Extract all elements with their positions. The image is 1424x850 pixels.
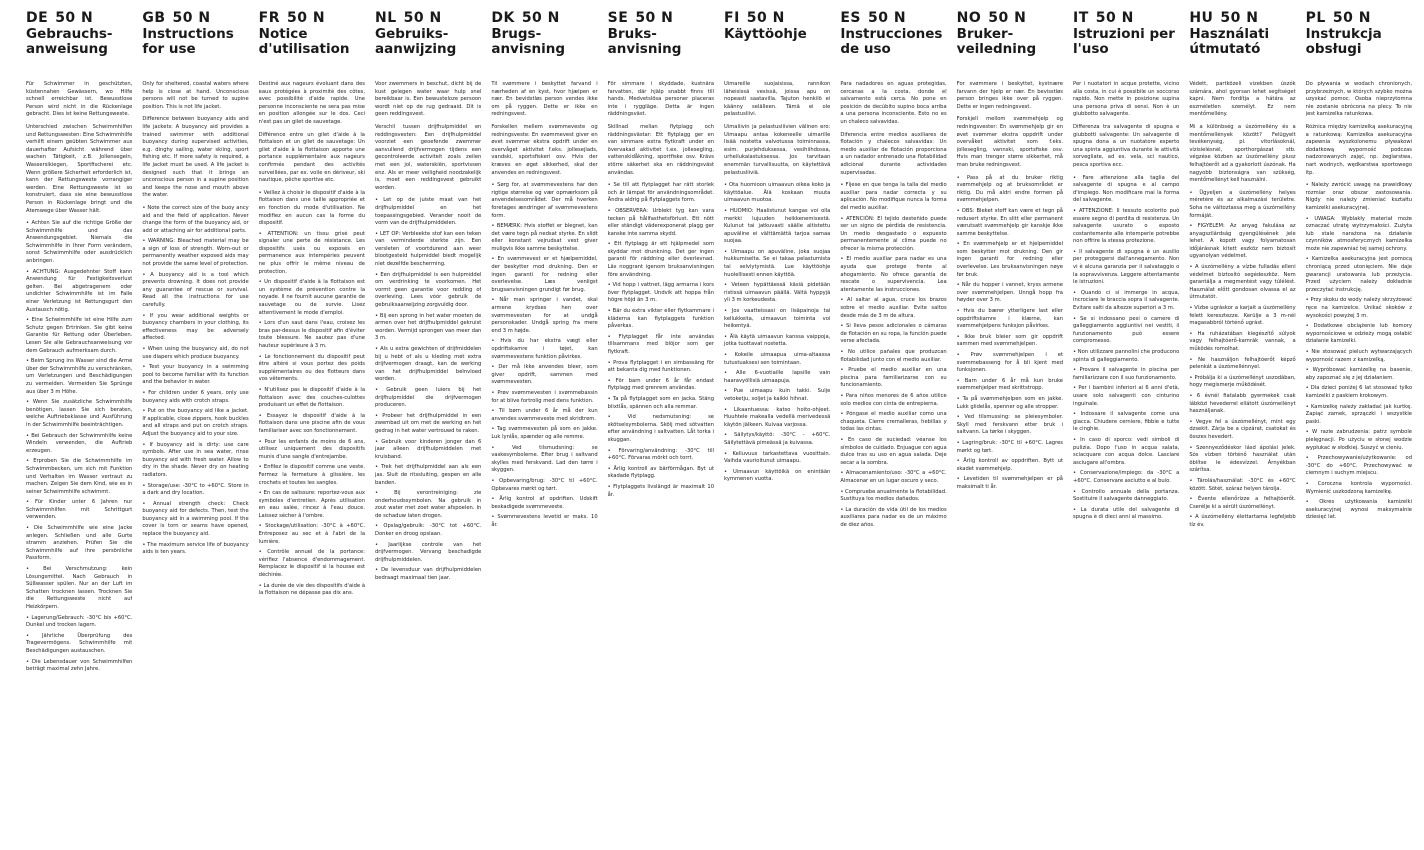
- instruction-bullet: • Essayez le dispositif d'aide à la flottaison dans une piscine afin de vous familiariser avec son fonctionnement.: [258, 412, 365, 434]
- body-paragraph: Für Schwimmer in geschützten, küstennahen Gewässern, wo Hilfe schnell erreichbar ist. Bewusstlose Person wird nicht in die Rückenlage gebracht. Dies ist keine Rettungsweste.: [26, 81, 133, 118]
- section-header: [1306, 10, 1412, 26]
- section-body: [957, 81, 1063, 495]
- instruction-bullet: • Kamizelkę należy zakładać jak kurtkę. Zapiąć zamek, sprzączki i wszystkie paski.: [1305, 403, 1412, 425]
- section-title: Instructions for use: [142, 26, 234, 57]
- instruction-bullet: • LET OP: Verbleekte stof kan een teken van verminderde sterkte zijn. Een versleten of voortdurend aan weer blootgesteld hulpmiddel biedt mogelijk niet dezelfde bescherming.: [375, 230, 482, 268]
- instruction-bullet: • Fíjese en que tenga la talla del medio auxiliar para nadar correcta y su aplicación. No modifique nunca la forma del medio auxiliar.: [840, 182, 947, 211]
- instruction-bullet: • Bei Gebrauch der Schwimmhilfe keine Windeln verwenden, die Auftrieb erzeugen.: [26, 432, 133, 454]
- language-code: ES: [840, 10, 861, 26]
- body-paragraph: Til svømmere i beskyttet farvand i nærheden af en kyst, hvor hjælpen er nær. En bevidstløs person vendes ikke om på ryggen. Dette er ikke en redningsvest.: [491, 81, 598, 118]
- instruction-bullet: • Szennyeződéskor lásd ápolási jelek. Sós vízben történő használat után öblítse le édesvízzel. Árnyékban szárítsa.: [1189, 444, 1296, 474]
- body-paragraph: Mi a különbség a úszómellény és a mentőmellények között? Felügyelt tevékenység, pl. vitorlásoknál, vízisíelésnél, sporthorgászat stb. végzése közben az úszómellény plusz felhajtóerőt ad a gyakorlott úszónak. Ha nagyobb biztonságra van szükség, mentőmellényt kell használni.: [1189, 123, 1296, 184]
- instruction-bullet: • Lors d'un saut dans l'eau, croisez les bras par-dessus le dispositif afin d'éviter toute blessure. Ne sautez pas d'une hauteur supérieure à 3 m.: [258, 320, 365, 349]
- instruction-bullet: • Förvaring/användning: -30°C till +60°C. Förvaras mörkt och torrt.: [607, 447, 714, 462]
- body-paragraph: Różnica między kamizelką asekuracyjną a ratunkową: Kamizelka asekuracyjna zapewnia wyszkolonemu pływakowi dodatkową wyporność podczas nadzorowanych zajęć, np. żeglarstwa, nart wodnych, wędkarstwa sportowego itp.: [1305, 123, 1412, 176]
- instruction-bullet: • A úszómellény a vízbe fulladás elleni védelmet biztosító segédeszköz. Nem garantálja a megmentést vagy túlélést. Használat előtt gondosan olvassa el az útmutatót.: [1189, 264, 1296, 301]
- buoyancy-rating: 50 N: [746, 10, 785, 26]
- instruction-bullet: • Ta på flytplagget som en jacka. Stäng blixtlås, spännen och alla remmar.: [607, 395, 714, 410]
- instruction-bullet: • Achten Sie auf die richtige Größe der Schwimmhilfe und das Anwendungsgebiet. Niemals die Schwimmhilfe in Ihrer Form verändern, sonst Schwimmhilfe oder ausdrücklich anbringen.: [26, 220, 133, 265]
- instruction-bullet: • Vízbe ugráskor a karjait a úszómellény felett keresztezze. Kerülje a 3 m-nél magasabbról történő ugrást.: [1189, 305, 1296, 327]
- section-header: [375, 10, 481, 26]
- section-title: Használati útmutató: [1189, 26, 1270, 57]
- instruction-bullet: • Enfilez le dispositif comme une veste. Fermez la fermeture à glissière, les crochets et toutes les sangles.: [258, 464, 365, 486]
- instruction-bullet: • Vegye fel a úszómellényt, mint egy dzsekit. Zárja be a cipzárat, csatokat és összes hevedert.: [1189, 418, 1296, 440]
- instruction-bullet: • Se si indossano pesi o camere di galleggiamento aggiuntivi nei vestiti, il funzionamento può essere compromesso.: [1073, 315, 1180, 345]
- buoyancy-rating: 50 N: [172, 10, 211, 26]
- body-paragraph: Do pływania w wodach chronionych, przybrzeżnych, w których szybko można uzyskać pomoc. Osoba nieprzytomna nie zostanie obrócona na plecy. To nie jest kamizelka ratunkowa.: [1305, 81, 1412, 118]
- instruction-bullet: • Når du hopper i vannet, kryss armene over svømmehjelpen. Unngå hopp fra høyder over 3 m.: [956, 282, 1063, 304]
- buoyancy-rating: 50 N: [1332, 10, 1371, 26]
- section-body: [491, 81, 597, 532]
- instruction-bullet: • Die Lebensdauer von Schwimmhilfen beträgt maximal zehn Jahre.: [26, 658, 133, 673]
- instruction-bullet: • Évente ellenőrizze a felhajtóerőt. Cserélje ki a sérült úszómellényt.: [1189, 496, 1296, 510]
- instruction-bullet: • Prøv svømmevesten i svømmebassin for at blive fortrolig med dens funktion.: [491, 389, 598, 404]
- instruction-bullet: • Hvis du har ekstra vægt eller opdriftskamre i tøjet, kan svømmevestens funktion påvirkes.: [491, 338, 598, 360]
- instruction-bullet: • The maximum service life of buoyancy aids is ten years.: [142, 541, 249, 556]
- section-body: [26, 81, 132, 677]
- instruction-bullet: • Należy zwrócić uwagę na prawidłowy rozmiar oraz obszar zastosowania. Nigdy nie należy zmieniać kształtu kamizelki asekuracyjnej.: [1305, 182, 1412, 211]
- language-code: NO: [956, 10, 982, 26]
- instruction-bullet: • Ved tilsmudsning: se vaskesymbolerne. Efter brug i saltvand skylles med ferskvand. Lad den tørre i skyggen.: [491, 444, 598, 474]
- instruction-bullet: • Jaarlijkse controle van het drijfvermogen. Vervang beschadigde drijfhulpmiddelen.: [375, 541, 482, 563]
- section-title: Istruzioni per l'uso: [1073, 26, 1175, 57]
- section-title: Gebrauchs-anweisung: [26, 26, 113, 57]
- section-body: [1073, 81, 1179, 525]
- section-header: [26, 10, 132, 26]
- instruction-bullet: • Hvis du bærer ytterligere last eller oppdriftskamre i klærne, kan svømmehjelpens funksjon påvirkes.: [956, 308, 1063, 330]
- instruction-bullet: • N'utilisez pas le dispositif d'aide à la flottaison avec des couches-culottes produisant un effet de flottaison.: [258, 386, 365, 409]
- instruction-bullet: • Veillez à choisir le dispositif d'aide à la flottaison dans une taille appropriée et en fonction du mode d'utilisation. Ne modifiez en aucun cas la forme du dispositif.: [258, 189, 365, 227]
- instruction-bullet: • Die Schwimmhilfe wie eine Jacke anlegen. Schließen und alle Gurte stramm anziehen. Prüfen Sie die Schwimmhilfe auf ihre persönliche Passform.: [26, 525, 133, 562]
- instruction-bullet: • Bij een sprong in het water moeten de armen over het drijfhulpmiddel gekruist worden. Vermijd sprongen van meer dan 3 m.: [375, 312, 482, 342]
- instruction-bullet: • Tag svømmevesten på som en jakke. Luk lynlås, spænder og alle remme.: [491, 426, 598, 440]
- instruction-bullet: • Prova flytplagget i en simbassäng för att bekanta dig med funktionen.: [607, 359, 714, 374]
- instruction-bullet: • Per i bambini inferiori ai 6 anni d'età, usare solo salvagenti con cinturino inguinale.: [1073, 385, 1180, 407]
- instruction-bullet: • Test your buoyancy in a swimming pool to become familiar with its function and the behavior in water.: [142, 364, 249, 386]
- instruction-bullet: • Almacenamiento/uso: -30°C a +60°C. Almacenar en un lugar oscuro y seco.: [840, 470, 947, 484]
- instruction-bullet: • Indossare il salvagente come una giacca. Chiudere cerniere, fibbie e tutte le cinghie.: [1073, 411, 1180, 433]
- section-title: Instrukcja obsługi: [1305, 26, 1382, 57]
- buoyancy-rating: 50 N: [867, 10, 907, 26]
- instruction-bullet: • Coroczna kontrola wyporności. Wymienić uszkodzoną kamizelkę.: [1305, 480, 1412, 495]
- instruction-bullet: • Kokeile uimaapua uima-altaassa tutustuaksesi sen toimintaan.: [724, 352, 831, 366]
- instruction-bullet: • Ved tilsmussing: se pleiesymboler. Skyll med ferskvann etter bruk i saltvann. La tørke i skyggen.: [956, 414, 1063, 436]
- language-section-it: [1073, 10, 1179, 844]
- instruction-bullet: • ACHTUNG: Ausgedehnter Stoff kann Anwendung für Festigkeitsverlust gelten. Bei abgetragenem oder undichter Schwimmhilfe ist im Falle einer Verletzung ist Rettungsgurt den Austausch nötig.: [26, 268, 133, 313]
- section-title: Brugs-anvisning: [491, 26, 566, 57]
- instruction-bullet: • Ta på svømmehjelpen som en jakke. Lukk glidelås, spenner og alle stropper.: [956, 395, 1063, 410]
- buoyancy-rating: 50 N: [55, 10, 94, 26]
- buoyancy-rating: 50 N: [1220, 10, 1259, 26]
- instruction-bullet: • La durée de vie des dispositifs d'aide à la flottaison ne dépasse pas dix ans.: [258, 582, 365, 597]
- instruction-bullet: • Svømmevestens levetid er maks. 10 år.: [491, 514, 598, 528]
- instruction-bullet: • Compruebe anualmente la flotabilidad. Sustituya los medios dañados.: [840, 488, 947, 503]
- instruction-bullet: • Pour les enfants de moins de 6 ans, utilisez uniquement des dispositifs munis d'une sangle d'entrejambe.: [258, 438, 365, 460]
- instruction-bullet: • Als u extra gewichten of drijfmiddelen bij u hebt of als u kleding met extra drijfvermogen draagt, kan de werking van het drijfhulpmiddel beïnvloed worden.: [375, 346, 482, 383]
- instruction-bullet: • Put on the buoyancy aid like a jacket. If applicable, close zippers, hook buckles and all straps and put on crotch straps. Adjust the buoyancy aid to your size.: [142, 408, 249, 437]
- instruction-bullet: • W razie zabrudzenia: patrz symbole pielęgnacji. Po użyciu w słonej wodzie wypłukać w słodkiej. Suszyć w cieniu.: [1305, 429, 1412, 451]
- instruction-bullet: • Si lleva pesos adicionales o cámaras de flotación en su ropa, la función puede verse afectada.: [840, 323, 947, 345]
- instruction-bullet: • Beim Sprung ins Wasser sind die Arme über der Schwimmhilfe zu verschränken, um Verletzungen und Beschädigungen zu vermeiden. Vermeiden Sie Sprünge aus über 3 m Höhe.: [26, 358, 133, 395]
- instruction-bullet: • Ett flytplagg är ett hjälpmedel som skyddar mot drunkning. Det ger ingen garanti för räddning eller överlevnad. Läs noggrant igenom bruksanvisningen före användning.: [607, 241, 714, 278]
- body-paragraph: Para nadadores en aguas protegidas, cercanas a la costa, donde el salvamento está cerca. No pone en posición de decúbito supino boca arriba a una persona inconsciente. Esto no es un chaleco salvavidas.: [840, 81, 947, 125]
- instruction-bullet: • OBS: Bleket stoff kan være et tegn på redusert styrke. En slitt eller permanent værutsatt svømmehjelp gir kanskje ikke samme beskyttelse.: [956, 207, 1063, 237]
- body-paragraph: Différence entre un gilet d'aide à la flottaison et un gilet de sauvetage: Un gilet d'aide à la flottaison apporte une portance supplémentaire aux nageurs confirmés pendant des activités surveillées, par ex. voile en dériveur, ski nautique, pêche sportive etc.: [258, 131, 365, 184]
- body-paragraph: Per i nuotatori in acque protette, vicino alla costa, in cui è possibile un soccorso rapido. Non mette in posizione supina una persona priva di sensi. Non è un giubbotto salvagente.: [1073, 81, 1180, 118]
- instruction-bullet: • A úszómellény élettartama legfeljebb tíz év.: [1189, 514, 1296, 528]
- instruction-bullet: • FIGYELEM: Az anyag fakulása az anyagszilárdság gyengülésének jele lehet. A kopott vagy folyamatosan időjárásnak kitett eszköz nem biztosít ugyanolyan védelmet.: [1189, 223, 1296, 260]
- buoyancy-rating: 50 N: [521, 10, 560, 26]
- body-paragraph: Uimareille suojaisissa, rannikon läheisissä vesissä, joissa apu on nopeasti saatavilla. Tajuton henkilö ei käänny selälleen. Tämä ei ole pelastusliivi.: [724, 81, 831, 118]
- instruction-bullet: • Levetiden til svømmehjelpen er på maksimalt ti år.: [956, 476, 1063, 490]
- instruction-bullet: • Póngase el medio auxiliar como una chaqueta. Cierre cremalleras, hebillas y todas las cintas.: [840, 411, 947, 433]
- instruction-bullet: • Prøv svømmehjelpen i et svømmebasseng for å bli kjent med funksjonen.: [956, 352, 1063, 374]
- instruction-bullet: • If buoyancy aid is dirty: use care symbols. After use in sea water, rinse buoyancy aid with fresh water. Allow to dry in the shade. Never dry on heating radiators.: [142, 441, 249, 478]
- instruction-bullet: • Ne használjon felhajtóerőt képző pelenkát a úszómellénnyel.: [1189, 356, 1296, 371]
- instruction-bullet: • Når man springer i vandet, skal armene krydses hen over svømmevesten for at undgå personskader. Undgå spring fra mere end 3 m højde.: [491, 297, 598, 334]
- section-title: Instrucciones de uso: [840, 26, 943, 57]
- section-title: Notice d'utilisation: [258, 26, 350, 57]
- instruction-bullet: • Un dispositif d'aide à la flottaison est un système de prévention contre la noyade. Il ne fournit aucune garantie de sauvetage ou de survie. Lisez attentivement le mode d'emploi.: [258, 279, 365, 316]
- instruction-bullet: • Se till att flytplagget har rätt storlek och är lämpat för användningsområdet. Ändra aldrig på flytplaggets form.: [607, 182, 714, 204]
- instruction-bullet: • En cas de salissure: reportez-vous aux symboles d'entretien. Après utilisation en eau salée, rincez à l'eau douce. Laissez sécher à l'ombre.: [258, 490, 365, 519]
- instruction-bullet: • Przy skoku do wody należy skrzyżować ręce na kamizelce. Unikać skoków z wysokości powyżej 3 m.: [1305, 297, 1412, 319]
- instruction-bullet: • Til børn under 6 år må der kun anvendes svømmeveste med skridtrem.: [491, 408, 598, 422]
- language-code: DK: [491, 10, 515, 26]
- section-header: [1189, 10, 1295, 26]
- language-section-no: [957, 10, 1063, 844]
- body-paragraph: Forskellen mellem svømmeveste og redningsveste: En svømmevest giver en øvet svømmer ekstra opdrift under en overvåget aktivitet f.eks. jollesejlads, vandski, sportsfiskeri osv. Hvis der kræves en øget sikkerhed, skal der anvendes en redningsvest.: [491, 123, 598, 176]
- instruction-bullet: • WARNING: Bleached material may be a sign of loss of strength. Worn-out or permanently weather exposed aids may not provide the same level of protection.: [142, 238, 249, 268]
- instruction-bullet: • Le fonctionnement du dispositif peut être altéré si vous portez des poids supplémentaires ou des flotteurs dans vos vêtements.: [258, 353, 365, 383]
- section-title: Bruks-anvisning: [607, 26, 682, 57]
- body-paragraph: For svømmere i beskyttet, kystnære farvann der hjelp er nær. En bevisstløs person bringes ikke over på ryggen. Dette er ingen redningsvest.: [956, 81, 1063, 110]
- instruction-bullet: • Ikke bruk bleier som gir oppdrift sammen med svømmehjelpen.: [956, 333, 1063, 348]
- instruction-bullet: • Tárolás/használat: -30°C és +60°C között. Sötét, száraz helyen tárolja.: [1189, 477, 1296, 492]
- language-code: FI: [724, 10, 740, 26]
- instruction-bullet: • Älä käytä uimaavun kanssa vaippoja, jotka tuottavat nostetta.: [724, 333, 831, 348]
- section-title: Käyttöohje: [724, 26, 807, 42]
- instruction-bullet: • Controllo annuale della portanza. Sostituire il salvagente danneggiato.: [1073, 488, 1180, 503]
- instruction-bullet: • HUOMIO: Haalistunut kangas voi olla merkki lujuuden heikkenemisestä. Kulunut tai jatkuvasti säälle altistettu apuväline ei välttämättä tarjoa samaa suojaa.: [724, 207, 831, 245]
- instruction-bullet: • No utilice pañales que produzcan flotabilidad junto con el medio auxiliar.: [840, 349, 947, 363]
- instruction-bullet: • Okres użytkowania kamizelki asekuracyjnej wynosi maksymalnie dziesięć lat.: [1305, 499, 1412, 521]
- instruction-bullet: • Årlig kontrol af opdriften. Udskift beskadigede svømmeveste.: [491, 496, 598, 510]
- buoyancy-rating: 50 N: [287, 10, 326, 26]
- instruction-bullet: • Opslag/gebruik: -30°C tot +60°C. Donker en droog opslaan.: [375, 523, 482, 538]
- instruction-bullet: • Ha ruházatában kiegészítő súlyok vagy felhajtóerő-kamrák vannak, a működés romolhat.: [1189, 330, 1296, 352]
- body-paragraph: Védett, partközeli vizekben úszók számára, ahol gyorsan lehet segítséget kapni. Nem fordítja a hátára az eszméletlen személyt. Ez nem mentőmellény.: [1189, 81, 1296, 118]
- instruction-bullet: • Jährliche Überprüfung des Tragevermögens. Schwimmhilfe mit Beschädigungen austauschen.: [26, 632, 133, 654]
- language-section-hu: [1189, 10, 1295, 844]
- instruction-bullet: • Eine Schwimmhilfe ist eine Hilfe zum Schutz gegen Ertrinken. Sie gibt keine Garantie für Rettung oder Überleben. Lesen Sie alle Gebrauchsanweisung vor dem Gebrauch aufmerksam durch.: [26, 317, 133, 354]
- instruction-bullet: • ATTENZIONE: Il tessuto scolorito può essere segno di perdita di resistenza. Un salvagente usurato o esposto costantemente alle intemperie potrebbe non offrire la stessa protezione.: [1073, 207, 1180, 245]
- instruction-bullet: • OBSERVERA: Urblekt tyg kan vara tecken på hållfasthetsförlust. Ett nött eller ständigt väderexponerat plagg ger kanske inte samma skydd.: [607, 207, 714, 237]
- buoyancy-rating: 50 N: [403, 10, 442, 26]
- instruction-bullet: • Jos vaatteissasi on lisäpainoja tai kellukkeita, uimaavun toiminta voi heikentyä.: [724, 308, 831, 330]
- body-paragraph: Skillnad mellan flytplagg och räddningsvästar: Ett flytplagg ger en van simmare extra flytkraft under en övervakad aktivitet t.ex. jollesegling, vattenskidåkning, sportfiske osv. Krävs större säkerhet ska en räddningsväst användas.: [607, 123, 714, 176]
- instruction-bullet: • Quando ci si immerge in acqua, incrociare le braccia sopra il salvagente. Evitare salti da altezze superiori a 3 m.: [1073, 289, 1180, 312]
- language-section-fr: [259, 10, 365, 844]
- instruction-bullet: • La duración de vida útil de los medios auxiliares para nadar es de un máximo de diez años.: [840, 506, 947, 528]
- section-header: [840, 10, 946, 26]
- instruction-bullet: • Veteen hypättäessä käsiä pidetään ristissä uimaavun päällä. Vältä hyppyjä yli 3 m korkeudesta.: [724, 282, 831, 304]
- instruction-bullet: • Pass på at du bruker riktig svømmehjelp og at bruksområdet er riktig. Du må aldri endre formen på svømmehjelpen.: [956, 174, 1063, 204]
- section-body: [724, 81, 830, 487]
- language-section-fi: [724, 10, 830, 844]
- instruction-bullet: • El medio auxiliar para nadar es una ayuda que protege frente al ahogamiento. No ofrece garantía de rescate o supervivencia. Lea atentamente las instrucciones.: [840, 256, 947, 293]
- language-section-nl: [375, 10, 481, 844]
- section-title: Bruker-veiledning: [956, 26, 1037, 57]
- instruction-bullet: • Trek het drijfhulpmiddel aan als een jas. Sluit de ritssluiting, gespen en alle banden.: [375, 464, 482, 486]
- section-header: [957, 10, 1063, 26]
- body-paragraph: Only for sheltered, coastal waters where help is close at hand. Unconscious persons will not be turned to supine position. This is not life jacket.: [142, 81, 249, 110]
- body-paragraph: Diferencia entre medios auxiliares de flotación y chalecos salvavidas: Un medio auxiliar de flotación proporciona a un nadador entrenado una flotabilidad adicional durante actividades supervisadas.: [840, 131, 947, 176]
- section-header: [142, 10, 248, 26]
- instruction-bullet: • Storage/use: -30°C to +60°C. Store in a dark and dry location.: [142, 482, 249, 497]
- instruction-bullet: • Für Kinder unter 6 Jahren nur Schwimmhilfen mit Schrittgurt verwenden.: [26, 499, 133, 521]
- body-paragraph: Forskjell mellom svømmehjelp og redningsvester: En svømmehjelp gir en øvet svømmer ekstra oppdrift under overvåket aktivitet som f.eks. jollesegling, vannski, sportsfiske osv. Hvis man trenger større sikkerhet, må man bruke redningsvest.: [956, 116, 1063, 168]
- section-body: [1189, 81, 1295, 532]
- instruction-bullet: • Probeer het drijfhulpmiddel in een zwembad uit om met de werking en het gedrag in het water vertrouwd te raken.: [375, 412, 482, 434]
- instruction-bullet: • Bei Verschmutzung: kein Lösungsmittel. Nach Gebrauch in Süßwasser spülen. Nur an der Luft im Schatten trocknen lassen. Trocknen Sie die Rettungsweste nicht auf Heizkörpern.: [26, 566, 133, 610]
- instruction-bullet: • Likaantuessa: katso hoito-ohjeet. Huuhtele makealla vedellä merivedessä käytön jälkeen. Kuivaa varjossa.: [724, 406, 831, 428]
- instruction-bullet: • Contrôle annuel de la portance: vérifiez l'absence d'endommagement. Remplacez le dispositif si la housse est déchirée.: [258, 549, 365, 579]
- instruction-bullet: • Lagerung/Gebrauch: -30°C bis +60°C. Dunkel und trocken lagern.: [26, 614, 133, 629]
- language-code: PL: [1305, 10, 1326, 26]
- instruction-bullet: • Vid hopp i vattnet, lägg armarna i kors över flytplagget. Undvik att hoppa från högre höjd än 3 m.: [607, 282, 714, 304]
- section-header: [724, 10, 830, 26]
- body-paragraph: Voor zwemmers in beschut, dicht bij de kust gelegen water waar hulp snel bereikbaar is. Een bewusteloze persoon wordt niet op de rug gedraaid. Dit is geen reddingsvest.: [375, 81, 482, 118]
- body-paragraph: Uimaliivin ja pelastusliivien välinen ero: Uimaapu antaa kokeneelle uimarille lisää nostetta valvotussa toiminnassa, esim. purjehduksessa, vesihiihdossa, urheilukalastuksessa. Jos tarvitaan enemmän turvallisuutta, on käytettävä pelastusliiviä.: [724, 123, 831, 176]
- body-paragraph: Unterschied zwischen Schwimmhilfen und Rettungswesten: Eine Schwimmhilfe verhilft einem geübten Schwimmer aus dauerhafter Aufsicht während über wachen Tätigkeit, z.B. Jollensegeln, Wassersikiegen, Sportfischerei etc. Wenn größere Sicherheit erforderlich ist, kann der Rettungsweste vorrangiger werden. Eine Rettungsweste ist so konstruiert, dass sie eine bewusstlose Person in Rückenlage bringt und die Atemwege über Wasser hält.: [26, 123, 133, 214]
- body-paragraph: För simmare i skyddade, kustnära farvatten, där hjälp snabbt finns till hands. Medvetslösa personer placeras inte i ryggläge. Detta är ingen räddningsväst.: [607, 81, 714, 118]
- instruction-bullet: • En caso de suciedad: véanse los símbolos de cuidado. Enjuague con agua dulce tras su uso en agua salada. Deje secar a la sombra.: [840, 436, 947, 466]
- instruction-bullet: • Bij verontreiniging: zie onderhoudssymbolen. Na gebruik in zout water met zoet water afspoelen. In de schaduw laten drogen.: [375, 490, 482, 519]
- instruction-bullet: • Stockage/utilisation: -30°C à +60°C. Entreposez au sec et à l'abri de la lumière.: [258, 523, 365, 545]
- instruction-bullet: • Pruebe el medio auxiliar en una piscina para familiarizarse con su funcionamiento.: [840, 367, 947, 389]
- language-section-es: [840, 10, 946, 844]
- instruction-bullet: • A buoyancy aid is a tool which prevents drowning. It does not provide any guarantee of rescue or survival. Read all the instructions for use carefully.: [142, 271, 249, 309]
- instruction-bullet: • De levensduur van drijfhulpmiddelen bedraagt maximaal tien jaar.: [375, 567, 482, 582]
- body-paragraph: Differenza tra salvagente di spugna e giubbotti salvagente: Un salvagente di spugna dona a un nuotatore esperto una spinta aggiuntiva durante le attività sorvegliate, ad es. vela, sci nautico, pesca sportiva ecc.: [1073, 123, 1180, 168]
- instruction-bullet: • Barn under 6 år må kun bruke svømmehjelper med skrittstropp.: [956, 377, 1063, 392]
- language-code: FR: [258, 10, 280, 26]
- instruction-bullet: • Pue uimaapu kuin takki. Sulje vetoketju, soljet ja kaikki hihnat.: [724, 388, 831, 402]
- instruction-bullet: • Dodatkowe obciążenie lub komory wypornościowe w odzieży mogą osłabić działanie kamizelki.: [1305, 323, 1412, 345]
- language-section-pl: [1306, 10, 1412, 844]
- instruction-bullet: • UWAGA: Wyblakły materiał może oznaczać utratę wytrzymałości. Zużyta lub stale narażona na działanie czynników atmosferycznych kamizelka może nie zapewniać tej samej ochrony.: [1305, 215, 1412, 252]
- instruction-bullet: • 6 évnél fiatalabb gyermekek csak lábközi hevederrel ellátott úszómellényt használjanak.: [1189, 392, 1296, 415]
- language-section-dk: [491, 10, 597, 844]
- instruction-bullet: • Årlig kontroll av bärförmågan. Byt ut skadade flytplagg.: [607, 465, 714, 480]
- section-body: [1306, 81, 1412, 525]
- body-paragraph: Verschil tussen drijfhulpmiddel en reddingsvesten: Een drijfhulpmiddel voorziet een geoefende zwemmer aanvullend drijfvermogen tijdens een gecontroleerde activiteit zoals zeilen met een jol, waterskiën, sportvissen enz. Als er meer veiligheid noodzakelijk is, moet een reddingsvest gebruikt worden.: [375, 123, 482, 191]
- body-paragraph: Difference between buoyancy aids and life jackets: A buoyancy aid provides a trained swimmer with additional buoyancy during supervised activities, e.g. dinghy sailing, water skiing, sport fishing etc. If more safety is required, a life jacket must be used. A life jacket is designed such that it brings an unconscious person in a supine position and keeps the nose and mouth above the water.: [142, 116, 249, 199]
- instruction-bullet: • Lagring/bruk: -30°C til +60°C. Lagres mørkt og tørt.: [956, 439, 1063, 454]
- instruction-bullet: • Vid nedsmutsning: se skötselsymbolerna. Skölj med sötvatten efter användning i saltvatten. Låt torka i skuggan.: [607, 414, 714, 443]
- instruction-bullet: • Alle 6-vuotiaille lapsille vain haaravyöllisiä uimaapuja.: [724, 370, 831, 384]
- instruction-bullet: • In caso di sporco: vedi simboli di pulizia. Dopo l'uso in acqua salata, sciacquare con acqua dolce. Lasciare asciugare all'ombra.: [1073, 436, 1180, 466]
- language-code: IT: [1073, 10, 1089, 26]
- instruction-bullet: • Sørg for, at svømmevestens har den rigtige størrelse og vær opmærksom på anvendelsesområdet. Der må hverken foretages ændringer af svømmevestens form.: [491, 182, 598, 219]
- instruction-bullet: • If you wear additional weights or buoyancy chambers in your clothing, its effectiveness may be adversely affected.: [142, 312, 249, 342]
- instruction-bullet: • Próbálja ki a úszómellényt uszodában, hogy megismerje működését.: [1189, 374, 1296, 389]
- section-title: Gebruiks-aanwijzing: [375, 26, 457, 57]
- instruction-bullet: • Gebruik voor kinderen jonger dan 6 jaar alleen drijfhulpmiddelen met kruisband.: [375, 438, 482, 460]
- instruction-bullet: • Annual strength check: Check buoyancy aid for defects. Then, test the buoyancy aid in a swimming pool. If the cover is torn or seams have opened, replace the buoyancy aid.: [142, 500, 249, 538]
- instruction-bullet: • Ota huomioon uimaavun oikea koko ja käyttöalue. Älä koskaan muuta uimaavun muotoa.: [724, 182, 831, 204]
- instruction-bullet: • Conservazione/impiego: da -30°C a +60°C. Conservare asciutto e al buio.: [1073, 470, 1180, 484]
- instruction-bullet: • Il salvagente di spugna è un ausilio per proteggersi dall'annegamento. Non vi è alcuna garanzia per il salvataggio o la sopravvivenza. Leggere attentamente le istruzioni.: [1073, 248, 1180, 286]
- instruction-bullet: • En svømmevest er et hjælpemiddel, der beskytter mod drukning. Den er ingen garanti for redning eller overlevelse. Læs venligst brugsanvisningen grundigt før brug.: [491, 256, 598, 293]
- instruction-bullet: • La durata utile del salvagente di spugna è di dieci anni al massimo.: [1073, 506, 1180, 521]
- section-header: [1073, 10, 1179, 26]
- body-paragraph: Destiné aux nageurs évoluant dans des eaux protégées à proximité des côtes, avec possibilité d'aide rapide. Une personne inconsciente ne sera pas mise en position allongée sur le dos. Ceci n'est pas un gilet de sauvetage.: [258, 81, 365, 125]
- section-header: [491, 10, 597, 26]
- instruction-bullet: • When using the buoyancy aid, do not use diapers which produce buoyancy.: [142, 346, 249, 360]
- instruction-bullet: • Let op de juiste maat van het drijfhulpmiddel en het toepassingsgebied. Verander nooit de vorm van de drijfhulpmiddelen.: [375, 197, 482, 227]
- instruction-bullet: • Przechowywanie/użytkowanie: od -30°C do +60°C. Przechowywać w ciemnym i suchym miejscu.: [1305, 455, 1412, 477]
- language-section-de: [26, 10, 132, 844]
- instruction-bullet: • Uimaavun käyttöikä on enintään kymmenen vuotta.: [724, 468, 831, 483]
- language-code: HU: [1189, 10, 1214, 26]
- section-body: [259, 81, 365, 601]
- instruction-bullet: • För barn under 6 år får endast flytplagg med grenrem användas.: [607, 377, 714, 392]
- instruction-bullet: • Der må ikke anvendes bleer, som giver opdrift, sammen med svømmevesten.: [491, 364, 598, 386]
- instruction-bullet: • For children under 6 years, only use buoyancy aids with crotch straps.: [142, 389, 249, 404]
- instruction-bullet: • Flytplaggets livslängd är maximalt 10 år.: [607, 483, 714, 498]
- language-columns: [26, 10, 1412, 844]
- section-header: [259, 10, 365, 26]
- section-body: [142, 81, 248, 560]
- instruction-bullet: • Wenn Sie zusätzliche Schwimmhilfe benötigen, lassen Sie sich beraten, welche Auftriebsklasse und Ausführung in der Schwimmhilfe beeinträchtigen.: [26, 399, 133, 428]
- instruction-bullet: • Note the correct size of the buoy ancy aid and the field of application. Never change the form of the buoyancy aid, or add or attaching air for additional parts.: [142, 204, 249, 234]
- instruction-bullet: • Kelluvuus tarkastettava vuosittain. Vaihda vaurioitunut uimaapu.: [724, 450, 831, 465]
- instruction-bullet: • Provare il salvagente in piscina per familiarizzare con il suo funzionamento.: [1073, 367, 1180, 381]
- instruction-bullet: • Fare attenzione alla taglia del salvagente di spugna e al campo d'impiego. Non modificare mai la forma del salvagente.: [1073, 174, 1180, 204]
- section-body: [608, 81, 714, 502]
- instruction-bullet: • Een drijfhulpmiddel is een hulpmiddel om verdrinking te voorkomen. Het vormt geen garantie voor redding of overleving. Lees vóór gebruik de gebruiksaanwijzing zorgvuldig door.: [375, 271, 482, 309]
- instruction-bullet: • Non utilizzare pannolini che producono spinta di galleggiamento.: [1073, 349, 1180, 363]
- instruction-bullet: • Opbevaring/brug: -30°C til +60°C. Opbevares mørkt og tørt.: [491, 477, 598, 492]
- section-body: [375, 81, 481, 586]
- instruction-bullet: • Para niños menores de 6 años utilice solo medios con cinta de entrepierna.: [840, 392, 947, 407]
- language-code: DE: [26, 10, 49, 26]
- instruction-bullet: • BEMÆRK: Hvis stoffet er blegnet, kan det være tegn på nedsat styrke. En slidt eller konstant vejrudsat vest giver muligvis ikke samme beskyttelse.: [491, 223, 598, 252]
- instruction-bullet: • En svømmehjelp er et hjelpemiddel som beskytter mot drukning. Den gir ingen garanti for redning eller overlevelse. Les bruksanvisningen nøye før bruk.: [956, 241, 1063, 278]
- instruction-bullet: • Al saltar al agua, cruce los brazos sobre el medio auxiliar. Evite saltos desde más de 3 m de altura.: [840, 297, 947, 319]
- language-section-gb: [142, 10, 248, 844]
- instruction-bullet: • Gebruik geen luiers bij het drijfhulpmiddel die drijfvermogen produceren.: [375, 386, 482, 409]
- language-section-se: [608, 10, 714, 844]
- instruction-bullet: • Wypróbować kamizelkę na basenie, aby zapoznać się z jej działaniem.: [1305, 367, 1412, 381]
- section-header: [608, 10, 714, 26]
- instruction-bullet: • Dla dzieci poniżej 6 lat stosować tylko kamizelki z paskiem krokowym.: [1305, 385, 1412, 399]
- instruction-bullet: • Erproben Sie die Schwimmhilfe im Schwimmbecken, um sich mit Funktion und Verhalten im Wasser vertraut zu machen. Zeigen Sie dem Kind, wie es in seiner Schwimmhilfe schwimmt.: [26, 458, 133, 495]
- instruction-bullet: • Bär du extra vikter eller flytkammare i kläderna kan flytplaggets funktion påverkas.: [607, 308, 714, 330]
- instruction-bullet: • Kamizelka asekuracyjna jest pomocą chroniącą przed utonięciem. Nie daje gwarancji uratowania lub przeżycia. Przed użyciem należy dokładnie przeczytać instrukcję.: [1305, 256, 1412, 293]
- instruction-bullet: • Årlig kontroll av oppdriften. Bytt ut skadet svømmehjelp.: [956, 458, 1063, 472]
- instruction-bullet: • Flytplagget får inte användas tillsammans med blöjor som ger flytkraft.: [607, 333, 714, 355]
- instruction-bullet: • Nie stosować pieluch wytwarzających wyporność razem z kamizelką.: [1305, 349, 1412, 363]
- buoyancy-rating: 50 N: [1095, 10, 1134, 26]
- instruction-bullet: • ATENCIÓN: El tejido desteñido puede ser un signo de pérdida de resistencia. Un medio desgastado o expuesto permanentemente al clima puede no ofrecer la misma protección.: [840, 215, 947, 252]
- instruction-bullet: • Ügyeljen a úszómellény helyes méretére és az alkalmazási területre. Soha ne változtassa meg a úszómellény formáját.: [1189, 189, 1296, 219]
- buoyancy-rating: 50 N: [635, 10, 674, 26]
- instruction-bullet: • Uimaapu on apuväline, joka suojaa hukkumiselta. Se ei takaa pelastumista tai selviytymistä. Lue käyttöohje huolellisesti ennen käyttöä.: [724, 248, 831, 278]
- instruction-bullet: • Säilytys/käyttö: -30°C - +60°C. Säilytettävä pimeässä ja kuivassa.: [724, 432, 831, 446]
- language-code: GB: [142, 10, 166, 26]
- section-body: [840, 81, 946, 532]
- buoyancy-rating: 50 N: [988, 10, 1027, 26]
- instruction-bullet: • ATTENTION: un tissu grisé peut signaler une perte de résistance. Les dispositifs usés ou exposés en permanence aux intempéries peuvent ne plus offrir le même niveau de protection.: [258, 230, 365, 275]
- language-code: NL: [375, 10, 397, 26]
- language-code: SE: [607, 10, 629, 26]
